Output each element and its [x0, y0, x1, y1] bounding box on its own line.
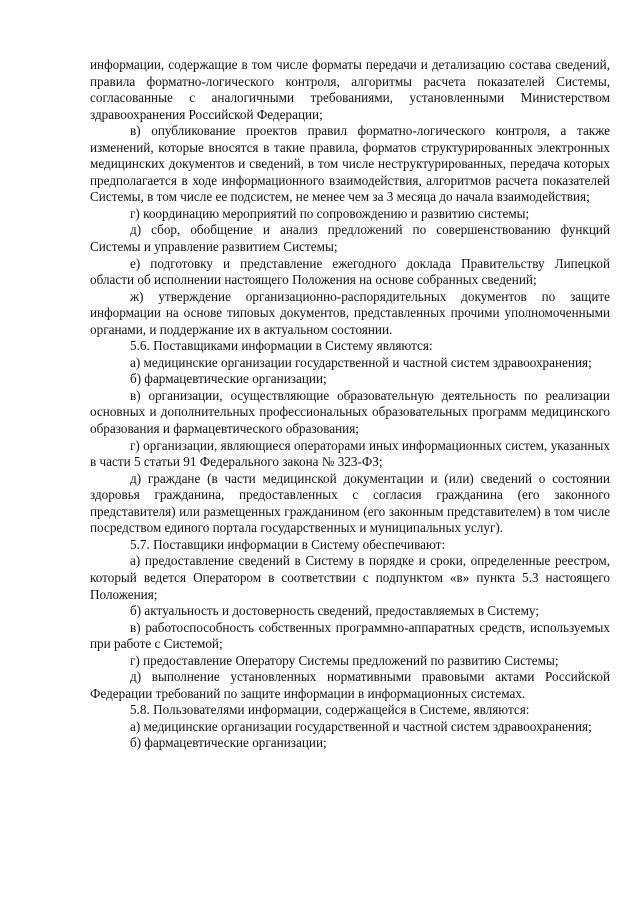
paragraph-item-d-proposals: д) сбор, обобщение и анализ предложений по совершенствованию функций Системы и управление развитием Системы;	[90, 222, 610, 255]
paragraph-5-6-item-a: а) медицинские организации государственной и частной систем здравоохранения;	[130, 354, 592, 370]
paragraph-item-v-publication: в) опубликование проектов правил форматно-логического контроля, а также изменений, которые вносятся в такие правила, форматов структурированных электронных медицинских документов и сведений, в том числе неструктурированных, передача которых предполагается в ходе информационного взаимодействия, алгоритмов расчета показателей Системы, в том числе ее подсистем, не менее чем за 3 месяца до начала взаимодействия;	[90, 123, 610, 205]
section-5-6-heading: 5.6. Поставщиками информации в Систему являются:	[130, 338, 433, 354]
section-5-7-heading: 5.7. Поставщики информации в Систему обеспечивают:	[130, 536, 446, 552]
paragraph-5-8-item-b: б) фармацевтические организации;	[130, 735, 327, 751]
paragraph-5-7-item-v: в) работоспособность собственных программно-аппаратных средств, используемых при работе с Системой;	[90, 619, 610, 652]
paragraph-5-7-item-a: а) предоставление сведений в Систему в порядке и сроки, определенные реестром, который ведется Оператором в соответствии с подпунктом «в» пункта 5.3 настоящего Положения;	[90, 553, 610, 602]
paragraph-5-6-item-d: д) граждане (в части медицинской документации и (или) сведений о состоянии здоровья гражданина, предоставленных с согласия гражданина (его законного представителя) или размещенных гражданином (его законным представителем) в том числе посредством единого портала государственных и муниципальных услуг).	[90, 470, 610, 536]
paragraph-item-e-annual-report: е) подготовку и представление ежегодного доклада Правительству Липецкой области об исполнении настоящего Положения на основе собранных сведений;	[90, 255, 610, 288]
paragraph-item-zh-approval: ж) утверждение организационно-распорядительных документов по защите информации на основе типовых документов, представленных прочими уполномоченными органами, и поддержание их в актуальном состоянии.	[90, 288, 610, 337]
paragraph-item-g-coordination: г) координацию мероприятий по сопровождению и развитию системы;	[130, 205, 530, 221]
paragraph-5-6-item-b: б) фармацевтические организации;	[130, 371, 327, 387]
paragraph-5-7-item-g: г) предоставление Оператору Системы предложений по развитию Системы;	[130, 652, 559, 668]
document-page	[90, 57, 610, 752]
paragraph-5-7-item-d: д) выполнение установленных нормативными правовыми актами Российской Федерации требований по защите информации в информационных системах.	[90, 669, 610, 701]
paragraph-info-formats: информации, содержащие в том числе форматы передачи и детализацию состава сведений, правила форматно-логического контроля, алгоритмы расчета показателей Системы, согласованные с аналогичными требованиями, установленными Министерством здравоохранения Российской Федерации;	[90, 57, 610, 122]
paragraph-5-6-item-v: в) организации, осуществляющие образовательную деятельность по реализации основных и дополнительных профессиональных образовательных программ медицинского образования и фармацевтического образования;	[90, 387, 610, 437]
paragraph-5-8-item-a: а) медицинские организации государственной и частной систем здравоохранения;	[130, 718, 592, 734]
paragraph-5-6-item-g: г) организации, являющиеся операторами иных информационных систем, указанных в части 5 статьи 91 Федерального закона № 323-ФЗ;	[90, 437, 610, 470]
section-5-8-heading: 5.8. Пользователями информации, содержащейся в Системе, являются:	[130, 702, 530, 718]
paragraph-5-7-item-b: б) актуальность и достоверность сведений, предоставляемых в Систему;	[130, 603, 540, 619]
